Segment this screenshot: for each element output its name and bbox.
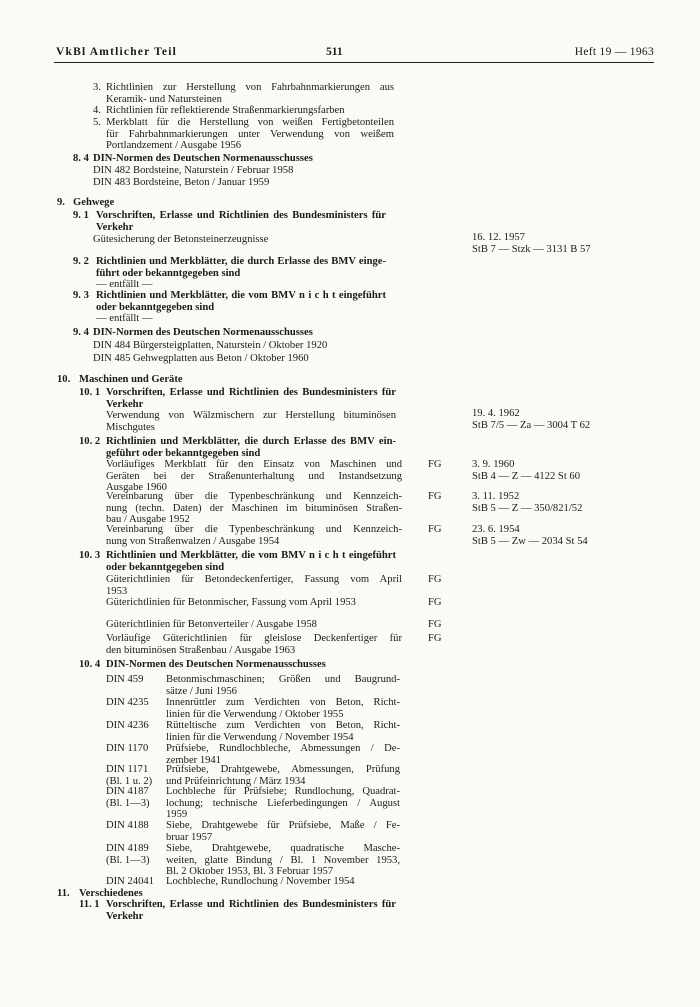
fg-marker: FG bbox=[428, 574, 442, 585]
section-9-1-text: Gütesicherung der Betonsteinerzeugnisse bbox=[93, 234, 269, 245]
text-line: nung von Straßenwalzen / Ausgabe 1954 bbox=[106, 535, 280, 547]
text-line: DIN-Normen des Deutschen Normenausschusses bbox=[93, 327, 313, 338]
text-line: Richtlinien und Merkblätter, die vom BMV n i c h t eingeführt bbox=[96, 290, 386, 301]
fg-marker: FG bbox=[428, 524, 442, 535]
text-line: Vorläufiges Merkblatt für den Einsatz von Maschinen und bbox=[106, 459, 402, 470]
section-9-3-heading bbox=[96, 290, 386, 313]
text-line: Geräten bei der Straßenunterhaltung und Instandsetzung bbox=[106, 470, 402, 482]
text-line: (Bl. 1—3) bbox=[106, 854, 150, 866]
text-line: 1959 bbox=[166, 809, 188, 820]
text-line: Verwendung von Wälzmischern zur Herstellung bituminösen bbox=[106, 410, 396, 421]
text-line: StB 4 — Z — 4122 St 60 bbox=[472, 470, 581, 482]
section-10-3-entry bbox=[106, 633, 402, 656]
item-4-number: 4. bbox=[93, 105, 101, 116]
text-line: Gehwege bbox=[73, 197, 115, 208]
text-line: DIN 1170 bbox=[106, 743, 149, 754]
text-line: Siebe, Drahtgewebe für Prüfsiebe, Maße / Fe- bbox=[166, 820, 400, 831]
fg-marker: FG bbox=[428, 597, 442, 608]
section-10-1-reference bbox=[472, 408, 590, 431]
fg-marker: FG bbox=[428, 459, 442, 470]
section-10-2-entry bbox=[106, 524, 402, 547]
din-title bbox=[166, 876, 355, 888]
text-line: Vereinbarung über die Typenbeschränkung und Kennzeich- bbox=[106, 491, 402, 502]
journal-title: VkBl Amtlicher Teil bbox=[56, 46, 177, 58]
text-line: Prüfsiebe, Drahtgewebe, Abmessungen, Prüfung bbox=[166, 764, 400, 775]
text-line: Merkblatt für die Herstellung von weißen Fertigbetonteilen bbox=[106, 117, 394, 128]
din-title bbox=[166, 764, 400, 787]
din-485: DIN 485 Gehwegplatten aus Beton / Oktober 1960 bbox=[93, 353, 309, 364]
text-line: lochung; technische Lieferbedingungen / August bbox=[166, 797, 400, 809]
text-line: DIN 24041 bbox=[106, 876, 154, 887]
text-line: DIN 459 bbox=[106, 674, 144, 685]
section-9-heading bbox=[73, 197, 114, 209]
page-number: 511 bbox=[326, 46, 343, 58]
text-line: geführt oder bekanntgegeben sind bbox=[106, 447, 261, 459]
text-line: Maschinen und Geräte bbox=[79, 374, 183, 385]
section-9-2-number: 9. 2 bbox=[73, 256, 89, 267]
section-9-2-heading bbox=[96, 256, 386, 279]
text-line: bruar 1957 bbox=[166, 831, 213, 843]
text-line: 16. 12. 1957 bbox=[472, 232, 525, 243]
text-line: Bl. 2 Oktober 1953, Bl. 3 Februar 1957 bbox=[166, 866, 334, 877]
din-title bbox=[166, 743, 400, 766]
issue-label: Heft 19 — 1963 bbox=[574, 46, 654, 58]
din-title bbox=[166, 697, 400, 720]
section-11-1-number: 11. 1 bbox=[79, 899, 100, 910]
text-line: Keramik- und Natursteinen bbox=[106, 93, 222, 105]
text-line: Verkehr bbox=[96, 221, 134, 233]
din-title bbox=[166, 820, 400, 843]
text-line: Güterichtlinien für Betonmischer, Fassung vom April 1953 bbox=[106, 597, 356, 608]
section-11-heading bbox=[79, 888, 143, 900]
text-line: sätze / Juni 1956 bbox=[166, 685, 237, 697]
din-code bbox=[106, 720, 149, 732]
section-10-3-number: 10. 3 bbox=[79, 550, 101, 561]
text-line: DIN 4188 bbox=[106, 820, 149, 831]
text-line: Betonmischmaschinen; Größen und Baugrund- bbox=[166, 674, 400, 685]
din-code bbox=[106, 743, 148, 755]
din-482: DIN 482 Bordsteine, Naturstein / Februar 1958 bbox=[93, 165, 294, 176]
text-line: Portlandzement / Ausgabe 1956 bbox=[106, 140, 242, 151]
text-line: StB 7 — Stzk — 3131 B 57 bbox=[472, 243, 591, 255]
text-line: Güterichtlinien für Betonverteiler / Ausgabe 1958 bbox=[106, 619, 317, 630]
section-10-2-reference bbox=[472, 491, 582, 514]
text-line: 1953 bbox=[106, 585, 128, 597]
item-5-number: 5. bbox=[93, 117, 101, 128]
din-code bbox=[106, 820, 149, 832]
text-line: DIN 4235 bbox=[106, 697, 149, 708]
text-line: DIN-Normen des Deutschen Normenausschusses bbox=[106, 659, 326, 670]
text-line: Verschiedenes bbox=[79, 888, 143, 899]
section-10-4-heading bbox=[106, 659, 326, 671]
section-10-2-entry bbox=[106, 491, 402, 526]
section-9-4-heading bbox=[93, 327, 313, 339]
section-10-3-entry bbox=[106, 597, 356, 609]
text-line: Verkehr bbox=[106, 910, 144, 922]
text-line: Rütteltische zum Verdichten von Beton, Richt- bbox=[166, 720, 400, 731]
din-code bbox=[106, 843, 150, 866]
section-10-2-reference bbox=[472, 524, 588, 547]
text-line: DIN 4236 bbox=[106, 720, 149, 731]
din-title bbox=[166, 843, 400, 878]
text-line: Lochbleche, Rundlochung / November 1954 bbox=[166, 876, 355, 887]
section-10-1-text bbox=[106, 410, 396, 433]
text-line: weiten, glatte Bindung / Bl. 1 November 1953, bbox=[166, 854, 400, 866]
text-line: Vorläufige Güterichtlinien für gleislose Deckenfertiger für bbox=[106, 633, 402, 644]
fg-marker: FG bbox=[428, 633, 442, 644]
item-3-number: 3. bbox=[93, 82, 101, 93]
text-line: Prüfsiebe, Rundlochbleche, Abmessungen / De- bbox=[166, 743, 400, 754]
item-4-text bbox=[106, 105, 345, 117]
section-9-2-text: — entfällt — bbox=[96, 279, 153, 290]
text-line: linien für die Verwendung / Oktober 1955 bbox=[166, 708, 344, 720]
section-8-4-number: 8. 4 bbox=[73, 153, 89, 164]
text-line: für Fahrbahnmarkierungen unter Verwendung von weißem bbox=[106, 128, 394, 140]
din-code bbox=[106, 876, 154, 888]
section-10-2-entry bbox=[106, 459, 402, 494]
text-line: 3. 9. 1960 bbox=[472, 459, 515, 470]
header-rule bbox=[54, 62, 654, 63]
din-title bbox=[166, 674, 400, 697]
text-line: 23. 6. 1954 bbox=[472, 524, 520, 535]
running-header bbox=[50, 47, 656, 61]
fg-marker: FG bbox=[428, 619, 442, 630]
section-10-1-heading bbox=[106, 387, 396, 410]
fg-marker: FG bbox=[428, 491, 442, 502]
text-line: Verkehr bbox=[106, 398, 144, 410]
text-line: 19. 4. 1962 bbox=[472, 408, 520, 419]
section-9-4-number: 9. 4 bbox=[73, 327, 89, 338]
text-line: oder bekanntgegeben sind bbox=[96, 301, 215, 313]
text-line: Vorschriften, Erlasse und Richtlinien des Bundesministers für bbox=[96, 210, 386, 221]
text-line: nung (techn. Daten) der Maschinen im bituminösen Straßen- bbox=[106, 502, 402, 514]
text-line: Ausgabe 1960 bbox=[106, 482, 167, 493]
text-line: DIN-Normen des Deutschen Normenausschusses bbox=[93, 153, 313, 164]
section-10-3-heading bbox=[106, 550, 396, 573]
text-line: Richtlinien und Merkblätter, die vom BMV n i c h t eingeführt bbox=[106, 550, 396, 561]
text-line: Mischgutes bbox=[106, 421, 155, 433]
text-line: DIN 4189 bbox=[106, 843, 149, 854]
text-line: DIN 4187 bbox=[106, 786, 149, 797]
din-code bbox=[106, 786, 150, 809]
din-484: DIN 484 Bürgersteigplatten, Naturstein / Oktober 1920 bbox=[93, 340, 328, 351]
text-line: Vereinbarung über die Typenbeschränkung und Kennzeich- bbox=[106, 524, 402, 535]
text-line: (Bl. 1—3) bbox=[106, 797, 150, 809]
text-line: Richtlinien für reflektierende Straßenmarkierungsfarben bbox=[106, 105, 345, 116]
section-10-3-entry bbox=[106, 619, 317, 631]
text-line: Siebe, Drahtgewebe, quadratische Masche- bbox=[166, 843, 400, 854]
section-9-1-number: 9. 1 bbox=[73, 210, 89, 221]
text-line: StB 7/5 — Za — 3004 T 62 bbox=[472, 419, 591, 431]
text-line: StB 5 — Z — 350/821/52 bbox=[472, 502, 583, 514]
din-code bbox=[106, 674, 143, 686]
section-10-2-heading bbox=[106, 436, 396, 459]
din-483: DIN 483 Bordsteine, Beton / Januar 1959 bbox=[93, 177, 270, 188]
section-8-4-heading bbox=[93, 153, 313, 165]
din-code bbox=[106, 764, 152, 787]
section-9-3-text: — entfällt — bbox=[96, 313, 153, 324]
section-10-heading bbox=[79, 374, 183, 386]
text-line: Richtlinien zur Herstellung von Fahrbahnmarkierungen aus bbox=[106, 82, 394, 93]
section-11-1-heading bbox=[106, 899, 396, 922]
text-line: den bituminösen Straßenbau / Ausgabe 1963 bbox=[106, 644, 296, 656]
text-line: Richtlinien und Merkblätter, die durch Erlasse des BMV ein- bbox=[106, 436, 396, 447]
text-line: Innenrüttler zum Verdichten von Beton, Richt- bbox=[166, 697, 400, 708]
text-line: bau / Ausgabe 1952 bbox=[106, 514, 190, 525]
text-line: StB 5 — Zw — 2034 St 54 bbox=[472, 535, 588, 547]
section-11-number: 11. bbox=[57, 888, 70, 899]
text-line: oder bekanntgegeben sind bbox=[106, 561, 225, 573]
din-code bbox=[106, 697, 149, 709]
section-10-1-number: 10. 1 bbox=[79, 387, 101, 398]
text-line: und Prüfeinrichtung / März 1934 bbox=[166, 775, 306, 787]
text-line: Vorschriften, Erlasse und Richtlinien des Bundesministers für bbox=[106, 387, 396, 398]
item-3-text bbox=[106, 82, 394, 105]
text-line: 3. 11. 1952 bbox=[472, 491, 520, 502]
section-9-3-number: 9. 3 bbox=[73, 290, 89, 301]
section-10-2-number: 10. 2 bbox=[79, 436, 101, 447]
section-9-1-heading bbox=[96, 210, 386, 233]
section-10-4-number: 10. 4 bbox=[79, 659, 101, 670]
text-line: Lochbleche für Prüfsiebe; Rundlochung, Quadrat- bbox=[166, 786, 400, 797]
text-line: Vorschriften, Erlasse und Richtlinien des Bundesministers für bbox=[106, 899, 396, 910]
din-title bbox=[166, 786, 400, 821]
text-line: (Bl. 1 u. 2) bbox=[106, 775, 153, 787]
item-5-text bbox=[106, 117, 394, 152]
text-line: zember 1941 bbox=[166, 754, 222, 766]
text-line: linien für die Verwendung / November 1954 bbox=[166, 731, 354, 743]
section-10-number: 10. bbox=[57, 374, 71, 385]
section-10-2-reference bbox=[472, 459, 580, 482]
text-line: DIN 1171 bbox=[106, 764, 149, 775]
din-title bbox=[166, 720, 400, 743]
text-line: führt oder bekanntgegeben sind bbox=[96, 267, 241, 279]
section-10-3-entry bbox=[106, 574, 402, 597]
section-9-1-reference bbox=[472, 232, 591, 255]
section-9-number: 9. bbox=[57, 197, 65, 208]
text-line: Richtlinien und Merkblätter, die durch Erlasse des BMV einge- bbox=[96, 256, 386, 267]
text-line: Güterichtlinien für Betondeckenfertiger, Fassung vom April bbox=[106, 574, 402, 585]
